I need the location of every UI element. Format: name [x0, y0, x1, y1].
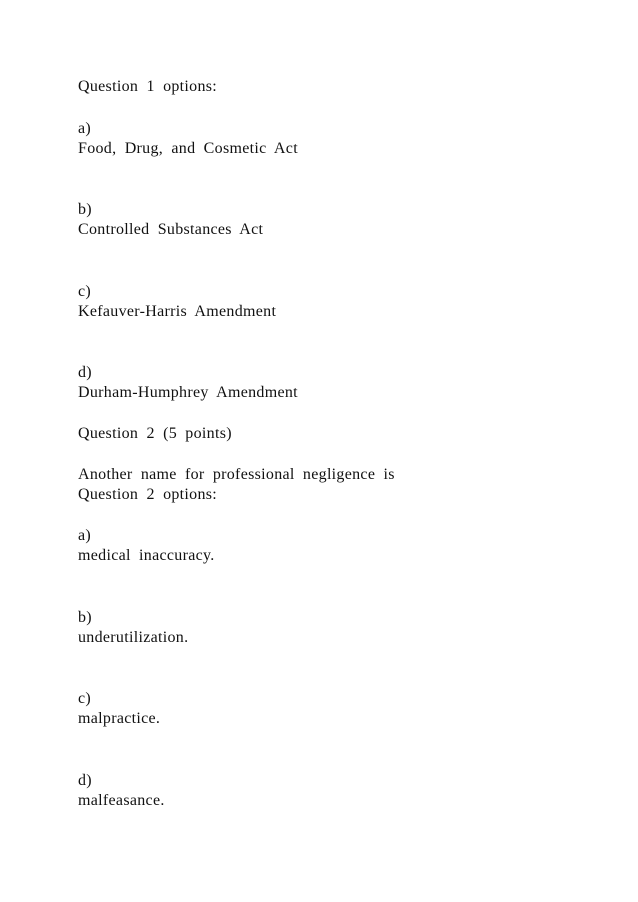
q2-option-b-letter: b) [78, 609, 92, 626]
q2-options-label: Question 2 options: [78, 486, 218, 503]
q2-heading: Question 2 (5 points) [78, 425, 232, 442]
q1-option-b-letter: b) [78, 201, 92, 218]
q1-option-d-letter: d) [78, 364, 92, 381]
q2-option-a-letter: a) [78, 527, 92, 544]
q2-option-b-text: underutilization. [78, 629, 189, 646]
q1-option-d-text: Durham-Humphrey Amendment [78, 384, 298, 401]
q1-option-c-text: Kefauver-Harris Amendment [78, 303, 277, 320]
q2-option-c-text: malpractice. [78, 710, 161, 727]
q1-option-a-letter: a) [78, 120, 92, 137]
q2-option-a-text: medical inaccuracy. [78, 547, 215, 564]
q2-option-d-text: malfeasance. [78, 792, 165, 809]
q1-option-c-letter: c) [78, 283, 92, 300]
q2-option-c-letter: c) [78, 690, 92, 707]
q1-option-b-text: Controlled Substances Act [78, 221, 264, 238]
q2-option-d-letter: d) [78, 772, 92, 789]
q1-option-a-text: Food, Drug, and Cosmetic Act [78, 140, 298, 157]
q1-options-label: Question 1 options: [78, 78, 218, 95]
q2-prompt: Another name for professional negligence is [78, 466, 395, 483]
